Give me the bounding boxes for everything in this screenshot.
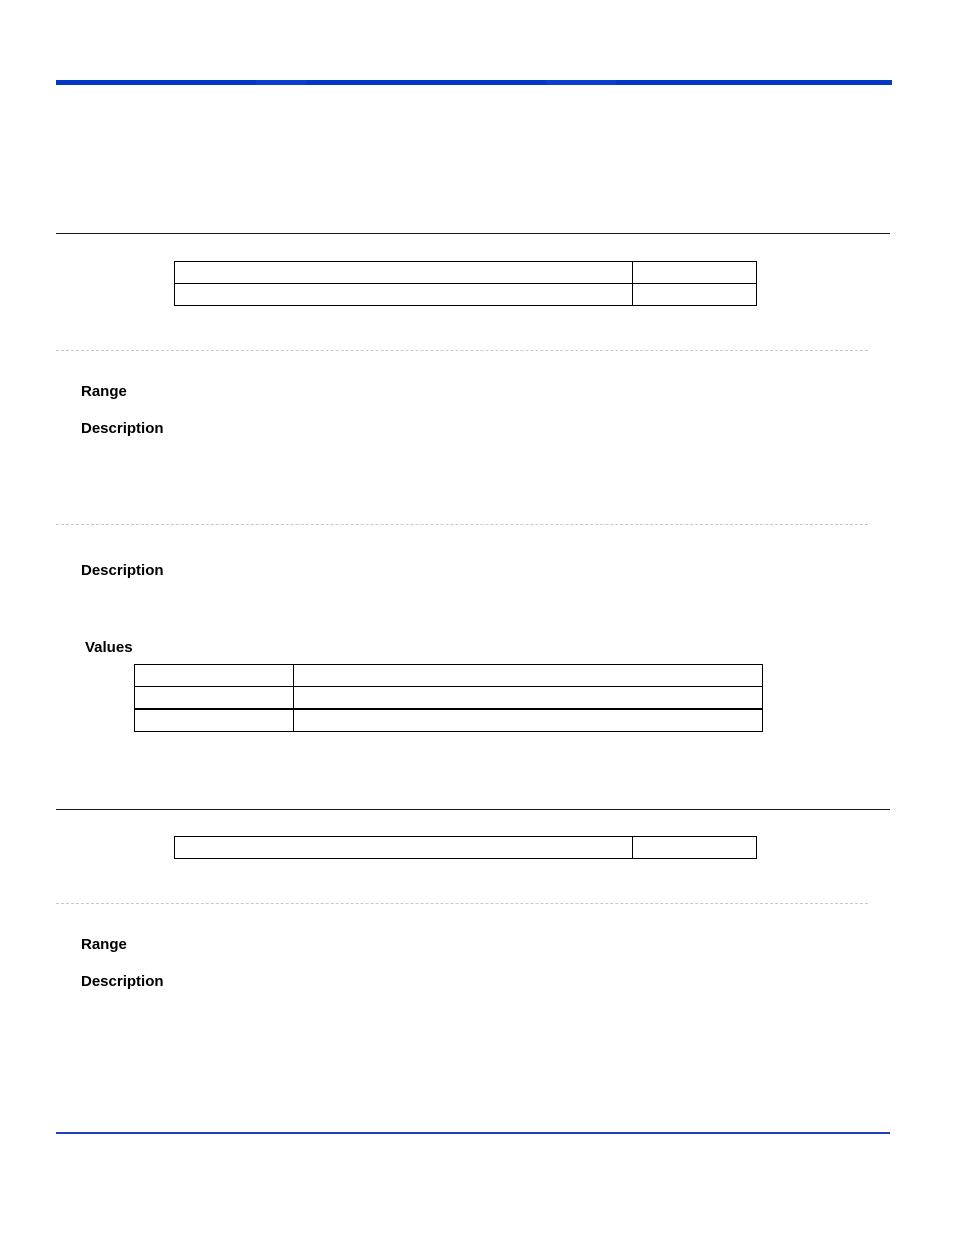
header-bar-segment bbox=[616, 80, 892, 85]
dashed-separator bbox=[56, 524, 868, 525]
description-heading: Description bbox=[81, 973, 164, 990]
header-bar bbox=[56, 80, 892, 85]
footer-line bbox=[56, 1132, 890, 1134]
values-heading: Values bbox=[85, 639, 133, 656]
header-bar-segment bbox=[56, 80, 256, 85]
table-cell bbox=[294, 709, 763, 732]
table-row bbox=[135, 709, 763, 732]
range-heading: Range bbox=[81, 936, 127, 953]
table-cell bbox=[294, 665, 763, 687]
header-bar-segment bbox=[306, 80, 546, 85]
table-cell bbox=[175, 262, 633, 284]
table-cell bbox=[135, 687, 294, 710]
description-heading: Description bbox=[81, 420, 164, 437]
table-cell bbox=[175, 284, 633, 306]
table-cell bbox=[175, 837, 633, 859]
table-row bbox=[175, 262, 757, 284]
definition-table bbox=[174, 261, 757, 306]
table-row bbox=[175, 837, 757, 859]
definition-table bbox=[174, 836, 757, 859]
table-cell bbox=[633, 262, 757, 284]
description-heading: Description bbox=[81, 562, 164, 579]
table-cell bbox=[633, 837, 757, 859]
dashed-separator bbox=[56, 350, 868, 351]
dashed-separator bbox=[56, 903, 868, 904]
values-table bbox=[134, 664, 763, 732]
table-cell bbox=[633, 284, 757, 306]
table-row bbox=[135, 687, 763, 710]
table-row bbox=[135, 665, 763, 687]
table-cell bbox=[135, 709, 294, 732]
range-heading: Range bbox=[81, 383, 127, 400]
table-row bbox=[175, 284, 757, 306]
section-rule bbox=[56, 233, 890, 234]
section-rule bbox=[56, 809, 890, 810]
table-cell bbox=[294, 687, 763, 710]
table-cell bbox=[135, 665, 294, 687]
